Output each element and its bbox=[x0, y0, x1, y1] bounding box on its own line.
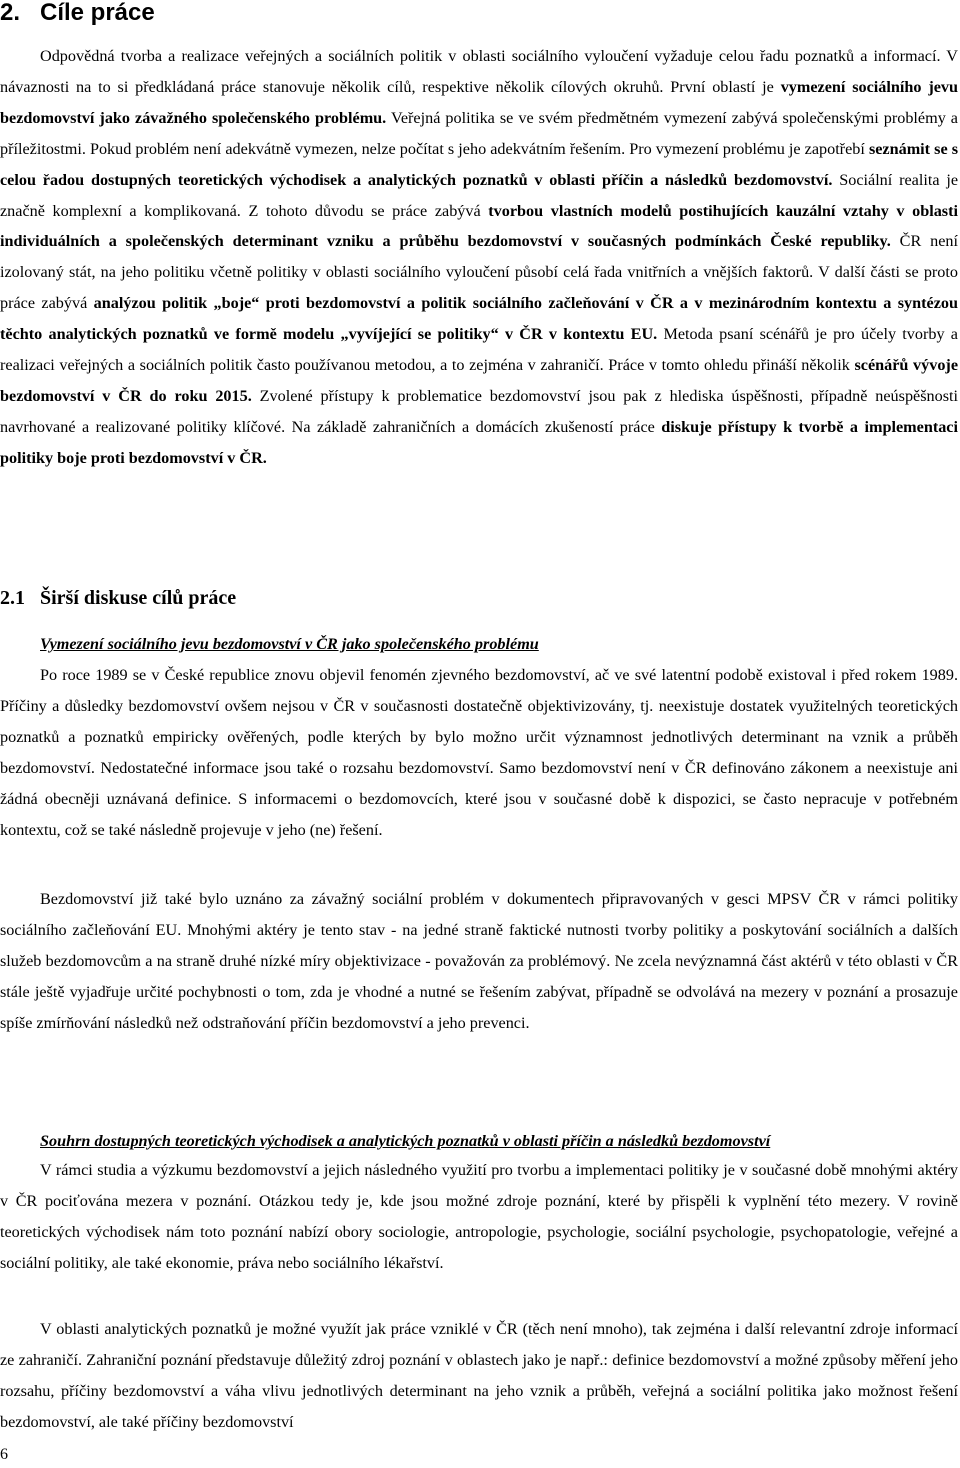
text-segment: Veřejná politika se ve svém předmětném vymezení zabývá společenskými problémy a příležitostmi. Pokud problém není adekvátně vymezen, nelze počítat s jeho adekvátním řešením. Pro vymezení problému je zapotřebí bbox=[0, 108, 958, 158]
subheading-summary: Souhrn dostupných teoretických východisek a analytických poznatků v oblasti příčin a následků bezdomovství bbox=[40, 1132, 771, 1150]
paragraph-mpsv: Bezdomovství již také bylo uznáno za závažný sociální problém v dokumentech připravovaných v gesci MPSV ČR v rámci politiky sociálního začleňování EU. Mnohými aktéry je tento stav - na jedné straně faktické nutnosti tvorby politiky a poskytování sociálních a dalších služeb bezdomovcům a na straně druhé nízké míry objektivizace - považován za problémový. Ne zcela nevýznamná část aktérů v této oblasti v ČR stále ještě vyjadřuje určité pochybnosti o tom, zda je vhodné a nutné se řešením zabývat, případně se odvolává na mezery v poznání a prosazuje spíše zmírňování následků než odstraňování příčin bezdomovství a jeho prevenci. bbox=[0, 890, 958, 1032]
subheading-definition: Vymezení sociálního jevu bezdomovství v ČR jako společenského problému bbox=[40, 635, 539, 653]
text-segment: ČR není izolovaný stát, na jeho politiku včetně politiky v oblasti sociálního vyloučení působí celá řada vnitřních a vnějších faktorů. V další části se proto práce zabývá bbox=[0, 232, 958, 313]
text-segment: Sociální realita je značně komplexní a komplikovaná. Z tohoto důvodu se práce zabývá bbox=[0, 170, 959, 220]
section-title: Širší diskuse cílů práce bbox=[40, 587, 237, 609]
emphasis-segment: tvorbou vlastních modelů postihujících kauzální vztahy v oblasti individuálních a společenských determinant vzniku a průběhu bezdomovství v současných podmínkách České republiky. bbox=[0, 201, 958, 251]
intro-paragraph bbox=[0, 41, 958, 474]
paragraph-after-1989: Po roce 1989 se v České republice znovu objevil fenomén zjevného bezdomovství, ač ve své latentní podobě existoval i před rokem 1989. Příčiny a důsledky bezdomovství ovšem nejsou v ČR v současnosti dostatečně objektivizovány, tj. neexistuje dostatek využitelných teoretických poznatků a poznatků empiricky ověřených, podle kterých by bylo možno určit významnost jednotlivých determinant na vznik a průběh bezdomovství. Nedostatečné informace jsou také o rozsahu bezdomovství. Samo bezdomovství není v ČR definováno zákonem a neexistuje ani žádná obecněji uznávaná definice. S informacemi o bezdomovcích, které jsou v současné době k dispozici, se často nepracuje v potřebném kontextu, což se také následně projevuje v jeho (ne) řešení. bbox=[0, 666, 958, 839]
text-segment: Odpovědná tvorba a realizace veřejných a sociálních politik v oblasti sociálního vyloučení vyžaduje celou řadu poznatků a informací. V návaznosti na to si předkládaná práce stanovuje několik cílů, respektive několik cílových okruhů. První oblastí je bbox=[0, 47, 958, 96]
emphasis-segment: diskuje přístupy k tvorbě a implementaci politiky boje proti bezdomovství v ČR. bbox=[0, 417, 958, 467]
emphasis-segment: vymezení sociálního jevu bezdomovství jako závažného společenského problému. bbox=[0, 77, 958, 127]
page-number: 6 bbox=[0, 1446, 8, 1463]
chapter-number: 2. bbox=[0, 0, 21, 26]
section-heading bbox=[0, 585, 236, 611]
text-segment: Metoda psaní scénářů je pro účely tvorby a realizaci veřejných a sociálních politik často používanou metodou, a to zejména v zahraničí. Práce v tomto ohledu přináší několik bbox=[0, 325, 958, 375]
text-segment: Zvolené přístupy k problematice bezdomovství jsou pak z hlediska úspěšnosti, případně neúspěšnosti navrhované a realizované politiky klíčové. Na základě zahraničních a domácích zkušeností práce bbox=[0, 386, 959, 436]
paragraph-research: V rámci studia a výzkumu bezdomovství a jejich následného využití pro tvorbu a implementaci politiky je v současné době mnohými aktéry v ČR pociťována mezera v poznání. Otázkou tedy je, kde jsou možné zdroje poznání, které by přispěli k vyplnění této mezery. V rovině teoretických východisek nám toto poznání nabízí obory sociologie, antropologie, psychologie, sociální psychologie, psychopatologie, veřejné a sociální politiky, ale také ekonomie, práva nebo sociálního lékařství. bbox=[0, 1161, 958, 1272]
emphasis-segment: analýzou politik „boje“ proti bezdomovství a politik sociálního začleňování v ČR a v mezinárodním kontextu a syntézou těchto analytických poznatků ve formě modelu „vyvíjející se politiky“ v ČR v kontextu EU. bbox=[0, 294, 959, 344]
section-number: 2.1 bbox=[0, 587, 25, 609]
chapter-heading bbox=[0, 0, 155, 26]
chapter-title: Cíle práce bbox=[40, 0, 155, 26]
emphasis-segment: scénářů vývoje bezdomovství v ČR do roku 2015. bbox=[0, 356, 959, 405]
paragraph-analytics: V oblasti analytických poznatků je možné využít jak práce vzniklé v ČR (těch není mnoho), tak zejména i další relevantní zdroje informací ze zahraničí. Zahraniční poznání představuje důležitý zdroj poznání v oblastech jako je např.: definice bezdomovství a možné způsoby měření jeho rozsahu, příčiny bezdomovství a váha vlivu jednotlivých determinant na jeho vznik a průběh, veřejná a sociální politika jako možnost řešení bezdomovství, ale také příčiny bezdomovství bbox=[0, 1320, 958, 1431]
emphasis-segment: seznámit se s celou řadou dostupných teoretických východisek a analytických poznatků v oblasti příčin a následků bezdomovství. bbox=[0, 139, 959, 189]
